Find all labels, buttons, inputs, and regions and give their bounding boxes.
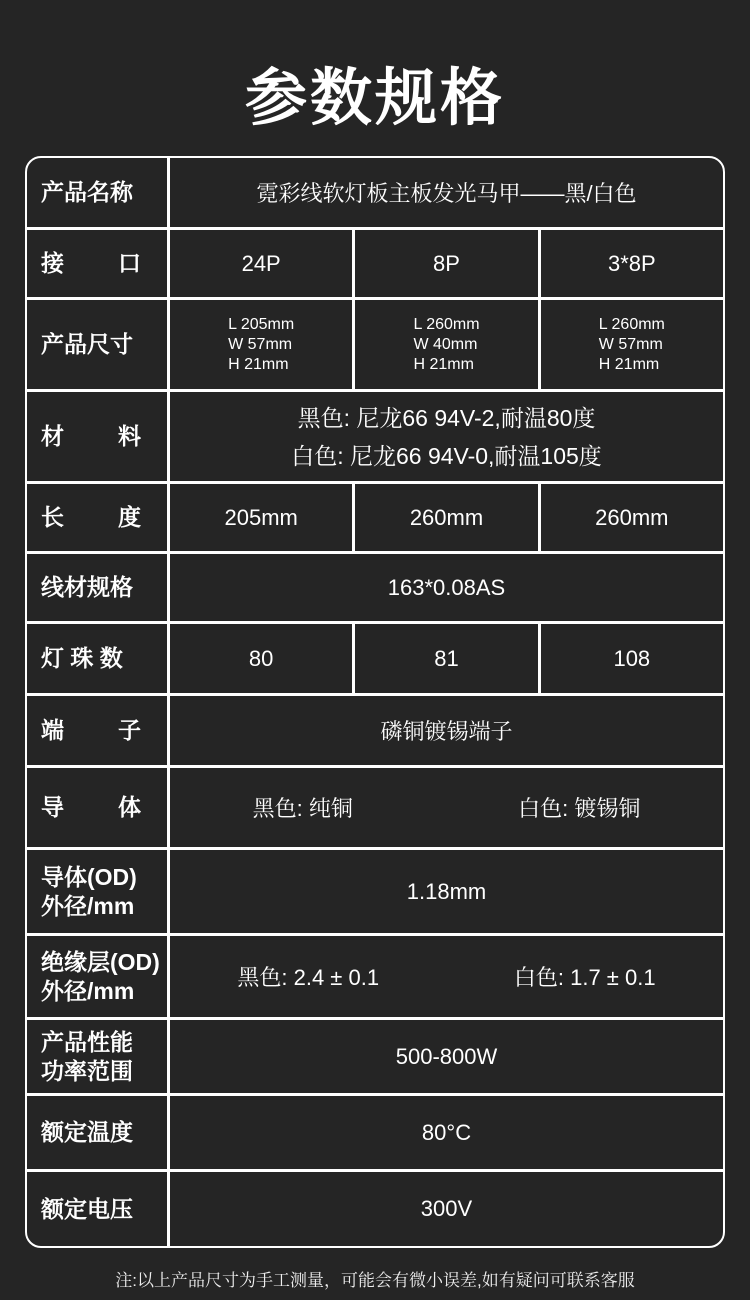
size-height: H 21mm xyxy=(413,355,474,373)
power-value: 500-800W xyxy=(395,1043,498,1069)
size-length: L 205mm xyxy=(228,315,295,333)
material-white: 白色: 尼龙66 94V-0,耐温105度 xyxy=(291,442,602,469)
material-black: 黑色: 尼龙66 94V-2,耐温80度 xyxy=(297,404,596,431)
wire-spec-value: 163*0.08AS xyxy=(387,574,506,600)
interface-value: 8P xyxy=(355,230,540,297)
row-label xyxy=(27,850,170,933)
insulation-black: 黑色: 2.4 ± 0.1 xyxy=(237,965,380,990)
table-row-temp xyxy=(27,1096,723,1172)
length-value: 260mm xyxy=(355,484,540,551)
table-row-interface xyxy=(27,230,723,300)
row-label-part: 体 xyxy=(118,794,141,820)
row-label-line: 导体(OD) xyxy=(41,863,137,890)
table-row-material xyxy=(27,392,723,484)
size-cell xyxy=(355,300,540,389)
spec-table xyxy=(25,156,725,1248)
size-height: H 21mm xyxy=(598,355,660,373)
row-label xyxy=(27,768,170,847)
material-value xyxy=(170,392,723,481)
temp-value: 80°C xyxy=(421,1119,472,1145)
page-title: 参数规格 xyxy=(244,61,505,134)
row-label xyxy=(27,230,170,297)
row-label xyxy=(27,484,170,551)
size-height: H 21mm xyxy=(228,355,289,373)
table-row-terminal xyxy=(27,696,723,768)
length-value: 205mm xyxy=(170,484,355,551)
footnote: 注:以上产品尺寸为手工测量，可能会有微小误差,如有疑问可联系客服 xyxy=(115,1271,635,1290)
row-label-line: 外径/mm xyxy=(41,977,135,1004)
row-label-part: 料 xyxy=(118,423,141,449)
row-label xyxy=(27,696,170,765)
table-row-wire xyxy=(27,554,723,624)
row-label-part: 材 xyxy=(41,423,64,449)
table-row-size xyxy=(27,300,723,392)
conductor-od-value: 1.18mm xyxy=(406,878,487,904)
interface-value: 3*8P xyxy=(607,250,656,276)
row-label: 产品名称 xyxy=(27,158,170,227)
conductor-value xyxy=(170,768,723,847)
bead-count: 80 xyxy=(170,624,355,693)
row-label: 产品尺寸 xyxy=(27,300,170,389)
bead-count: 108 xyxy=(613,645,651,671)
row-label-line: 外径/mm xyxy=(41,892,135,919)
size-length: L 260mm xyxy=(413,315,480,333)
row-label-part: 口 xyxy=(118,250,141,276)
row-label xyxy=(27,936,170,1017)
size-width: W 57mm xyxy=(228,335,293,353)
voltage-value: 300V xyxy=(420,1196,473,1221)
insulation-white: 白色: 1.7 ± 0.1 xyxy=(513,965,656,990)
row-label: 灯 珠 数 xyxy=(27,624,170,693)
row-label-part: 导 xyxy=(41,794,64,820)
size-cell xyxy=(541,300,723,389)
row-label-part: 接 xyxy=(41,250,64,276)
row-label-part: 长 xyxy=(41,504,64,530)
row-label-line: 产品性能 xyxy=(41,1028,133,1055)
size-length: L 260mm xyxy=(598,315,665,333)
row-label-line: 功率范围 xyxy=(41,1057,133,1084)
table-row-conductor-od xyxy=(27,850,723,936)
table-row-beads xyxy=(27,624,723,696)
row-label-part: 度 xyxy=(118,504,141,530)
table-row-conductor xyxy=(27,768,723,850)
size-width: W 57mm xyxy=(598,335,663,353)
row-label-part: 端 xyxy=(41,717,64,743)
table-row-voltage xyxy=(27,1172,723,1246)
size-width: W 40mm xyxy=(413,335,478,353)
table-row-insulation-od xyxy=(27,936,723,1020)
row-label xyxy=(27,1020,170,1093)
row-label: 额定电压 xyxy=(27,1172,170,1246)
conductor-black: 黑色: 纯铜 xyxy=(252,796,353,821)
bead-count: 81 xyxy=(355,624,540,693)
size-cell xyxy=(170,300,355,389)
length-value: 260mm xyxy=(595,504,669,530)
table-row-name xyxy=(27,158,723,230)
row-label xyxy=(27,392,170,481)
row-label-part: 子 xyxy=(118,717,141,743)
table-row-power xyxy=(27,1020,723,1096)
row-label-line: 绝缘层(OD) xyxy=(41,948,160,975)
table-row-length xyxy=(27,484,723,554)
conductor-white: 白色: 镀锡铜 xyxy=(518,796,641,821)
product-name-value: 霓彩线软灯板主板发光马甲——黑/白色 xyxy=(256,181,637,206)
interface-value: 24P xyxy=(170,230,355,297)
row-label: 额定温度 xyxy=(27,1096,170,1169)
terminal-value: 磷铜镀锡端子 xyxy=(380,719,513,744)
row-label: 线材规格 xyxy=(27,554,170,621)
insulation-od-value xyxy=(170,936,723,1017)
